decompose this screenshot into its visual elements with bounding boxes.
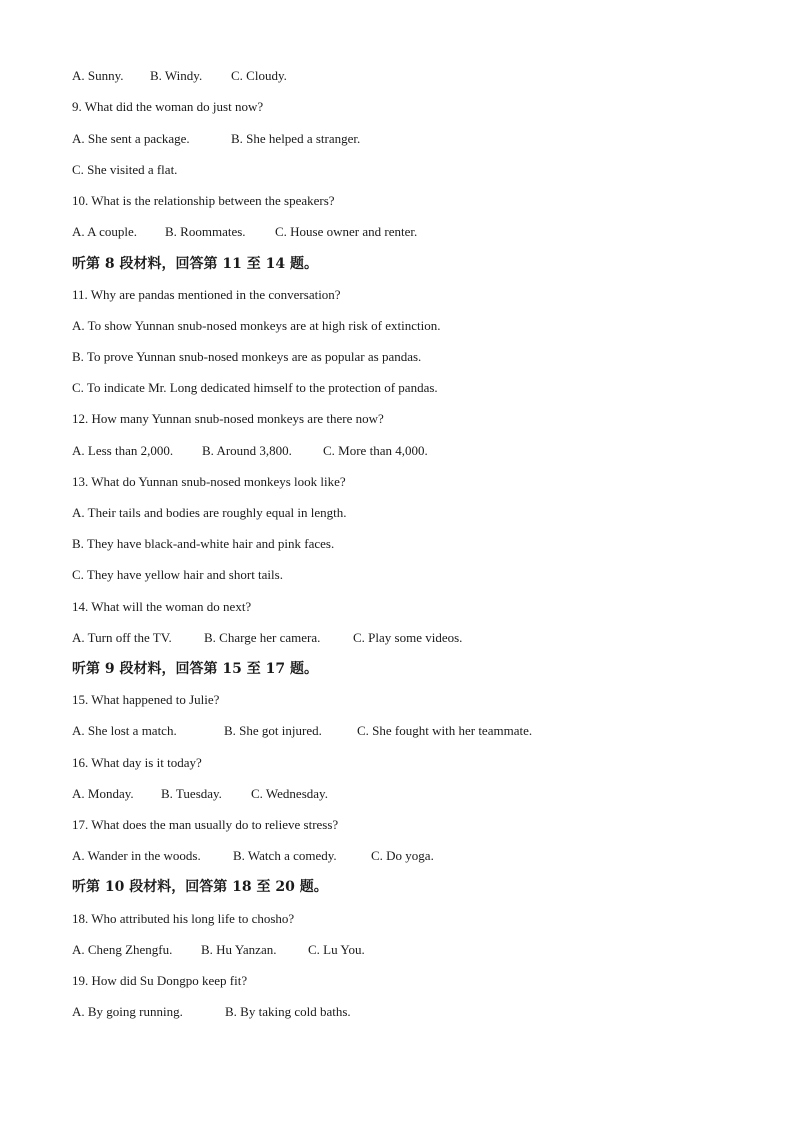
option-c: C. Wednesday.	[251, 786, 328, 801]
option-b: B. Around 3,800.	[202, 443, 292, 458]
option-13b: B. They have black-and-white hair and pink faces.	[72, 536, 335, 551]
option-a: A. Wander in the woods.	[72, 848, 201, 863]
section-heading-9: 听第 9 段材料，回答第 15 至 17 题。	[72, 661, 318, 677]
question-10: 10. What is the relationship between the speakers?	[72, 193, 335, 208]
option-a: A. She lost a match.	[72, 723, 177, 738]
section-heading-8: 听第 8 段材料，回答第 11 至 14 题。	[72, 256, 318, 272]
option-a: A. Cheng Zhengfu.	[72, 942, 173, 957]
option-a: A. By going running.	[72, 1004, 183, 1019]
question-11: 11. Why are pandas mentioned in the conversation?	[72, 287, 341, 302]
section-heading-10: 听第 10 段材料，回答第 18 至 20 题。	[72, 879, 328, 895]
option-a: A. She sent a package.	[72, 131, 190, 146]
option-11b: B. To prove Yunnan snub-nosed monkeys are as popular as pandas.	[72, 349, 422, 364]
option-b: B. Windy.	[150, 68, 203, 83]
option-13c: C. They have yellow hair and short tails.	[72, 567, 283, 582]
option-11a: A. To show Yunnan snub-nosed monkeys are at high risk of extinction.	[72, 318, 441, 333]
question-9: 9. What did the woman do just now?	[72, 99, 264, 114]
option-a: A. A couple.	[72, 224, 137, 239]
option-c: C. Cloudy.	[231, 68, 287, 83]
question-18: 18. Who attributed his long life to chosho?	[72, 911, 295, 926]
option-a: A. Less than 2,000.	[72, 443, 174, 458]
option-c: C. Do yoga.	[371, 848, 434, 863]
question-16: 16. What day is it today?	[72, 755, 202, 770]
option-b: B. Hu Yanzan.	[201, 942, 277, 957]
option-c: C. Lu You.	[308, 942, 365, 957]
option-b: B. She helped a stranger.	[231, 131, 361, 146]
option-13a: A. Their tails and bodies are roughly equal in length.	[72, 505, 347, 520]
option-a: A. Turn off the TV.	[72, 630, 172, 645]
question-19: 19. How did Su Dongpo keep fit?	[72, 973, 248, 988]
option-b: B. Watch a comedy.	[233, 848, 337, 863]
question-12: 12. How many Yunnan snub-nosed monkeys are there now?	[72, 411, 384, 426]
question-17: 17. What does the man usually do to relieve stress?	[72, 817, 339, 832]
option-c: C. She fought with her teammate.	[357, 723, 533, 738]
option-11c: C. To indicate Mr. Long dedicated himself to the protection of pandas.	[72, 380, 438, 395]
option-c: C. More than 4,000.	[323, 443, 428, 458]
option-a: A. Sunny.	[72, 68, 124, 83]
question-14: 14. What will the woman do next?	[72, 599, 252, 614]
option-c: C. She visited a flat.	[72, 162, 178, 177]
option-c: C. House owner and renter.	[275, 224, 418, 239]
option-b: B. Charge her camera.	[204, 630, 321, 645]
question-13: 13. What do Yunnan snub-nosed monkeys look like?	[72, 474, 346, 489]
option-b: B. Tuesday.	[161, 786, 222, 801]
option-b: B. She got injured.	[224, 723, 322, 738]
option-c: C. Play some videos.	[353, 630, 463, 645]
option-b: B. Roommates.	[165, 224, 246, 239]
question-15: 15. What happened to Julie?	[72, 692, 220, 707]
option-a: A. Monday.	[72, 786, 134, 801]
option-b: B. By taking cold baths.	[225, 1004, 351, 1019]
